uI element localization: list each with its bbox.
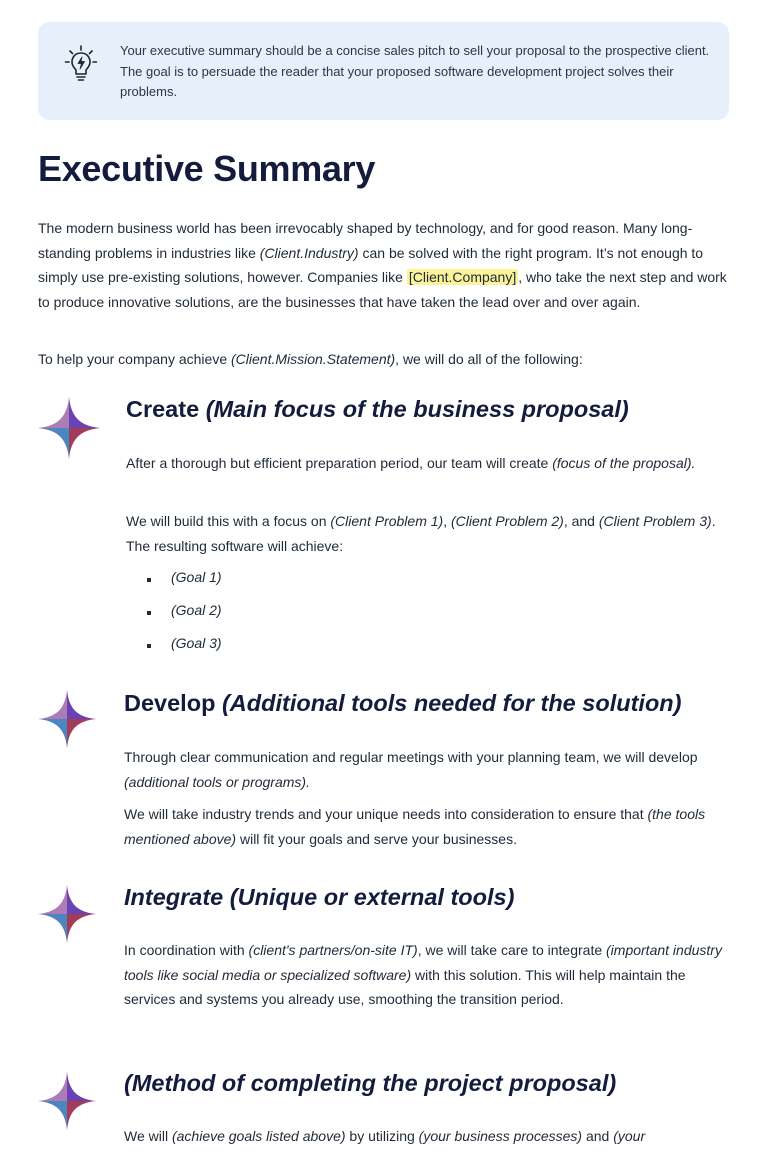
placeholder-processes: (your business processes) <box>418 1128 583 1144</box>
goal-label: (Goal 1) <box>171 569 222 585</box>
create-text: After a thorough but efficient preparation period, our team will create <box>126 455 553 471</box>
create-text: , and <box>563 513 599 529</box>
create-text: , <box>443 513 451 529</box>
intro-text: The modern business world has been irrevocably shaped by technology, and for good reason. Many long-standing problems in industries like <box>38 220 693 261</box>
integrate-paragraph <box>124 938 724 1012</box>
intro-paragraph-2 <box>38 347 730 372</box>
placeholder-problem-2: (Client Problem 2) <box>451 513 564 529</box>
placeholder-company-highlight[interactable]: [Client.Company] <box>408 269 517 285</box>
section-title-italic: (Additional tools needed for the solution) <box>221 690 682 716</box>
section-title-method <box>124 1070 616 1097</box>
placeholder-goals: (achieve goals listed above) <box>171 1128 346 1144</box>
integrate-text: In coordination with <box>124 942 249 958</box>
placeholder-tools: (additional tools or programs). <box>124 773 310 790</box>
intro-text: , who take the next step and work to produce innovative solutions, are the businesses that have taken the lead over and over again. <box>38 269 727 310</box>
intro-text: To help your company achieve <box>38 351 231 367</box>
develop-text: We will take industry trends and your unique needs into consideration to ensure that <box>124 806 648 822</box>
section-title-italic: (Method of completing the project proposal) <box>124 1070 617 1096</box>
tip-text: Your executive summary should be a concise sales pitch to sell your proposal to the prospective client. The goal is to persuade the reader that your proposed software development project solves their problems. <box>120 43 710 99</box>
page-title: Executive Summary <box>38 148 376 189</box>
sparkle-star-icon <box>38 690 96 748</box>
section-title-develop <box>124 690 681 717</box>
section-title-plain: Develop <box>124 690 222 716</box>
tip-callout <box>38 22 729 120</box>
lightbulb-icon <box>64 44 98 84</box>
sparkle-star-icon <box>38 885 96 943</box>
sparkle-star-icon <box>38 397 100 459</box>
goal-label: (Goal 3) <box>171 635 222 651</box>
method-text: and <box>582 1128 614 1144</box>
intro-paragraph <box>38 216 730 314</box>
integrate-text: with this solution. This will help maintain the services and systems you already use, smoothing the transition period. <box>124 966 686 1007</box>
bullet-icon <box>147 611 151 615</box>
method-text: We will <box>124 1128 172 1144</box>
section-title-create <box>126 396 629 423</box>
develop-text: will fit your goals and serve your businesses. <box>236 830 517 847</box>
section-title-integrate <box>124 884 514 911</box>
section-title-italic: (Main focus of the business proposal) <box>205 396 629 422</box>
intro-text: , we will do all of the following: <box>395 351 583 367</box>
develop-paragraph-2 <box>124 802 724 851</box>
create-text: . The resulting software will achieve: <box>126 513 716 554</box>
method-paragraph <box>124 1124 724 1149</box>
method-text: by utilizing <box>345 1128 419 1144</box>
create-paragraph-2 <box>126 509 716 558</box>
section-title-italic: Integrate (Unique or external tools) <box>124 884 515 910</box>
integrate-text: , we will take care to integrate <box>417 942 607 958</box>
intro-text: can be solved with the right program. It’s not enough to simply use pre-existing solutions, however. Companies like <box>38 244 704 285</box>
bullet-icon <box>147 644 151 648</box>
create-text: We will build this with a focus on <box>126 513 331 529</box>
bullet-icon <box>147 578 151 582</box>
goal-label: (Goal 2) <box>171 602 222 618</box>
placeholder-industry-tools: (important industry tools like social media or specialized software) <box>124 942 722 983</box>
placeholder-industry: (Client.Industry) <box>259 244 359 261</box>
section-title-plain: Create <box>126 396 206 422</box>
placeholder-mission: (Client.Mission.Statement) <box>231 351 396 367</box>
placeholder-partners: (client's partners/on-site IT) <box>248 942 418 958</box>
placeholder-focus: (focus of the proposal). <box>552 455 696 471</box>
placeholder-problem-1: (Client Problem 1) <box>330 513 444 529</box>
placeholder-tools-above: (the tools mentioned above) <box>124 806 706 847</box>
placeholder-problem-3: (Client Problem 3) <box>598 513 712 529</box>
develop-paragraph-1 <box>124 745 724 794</box>
sparkle-star-icon <box>38 1072 96 1130</box>
develop-text: Through clear communication and regular meetings with your planning team, we will develop <box>124 749 698 765</box>
create-paragraph-1 <box>126 451 716 476</box>
placeholder-your: (your <box>613 1128 646 1144</box>
